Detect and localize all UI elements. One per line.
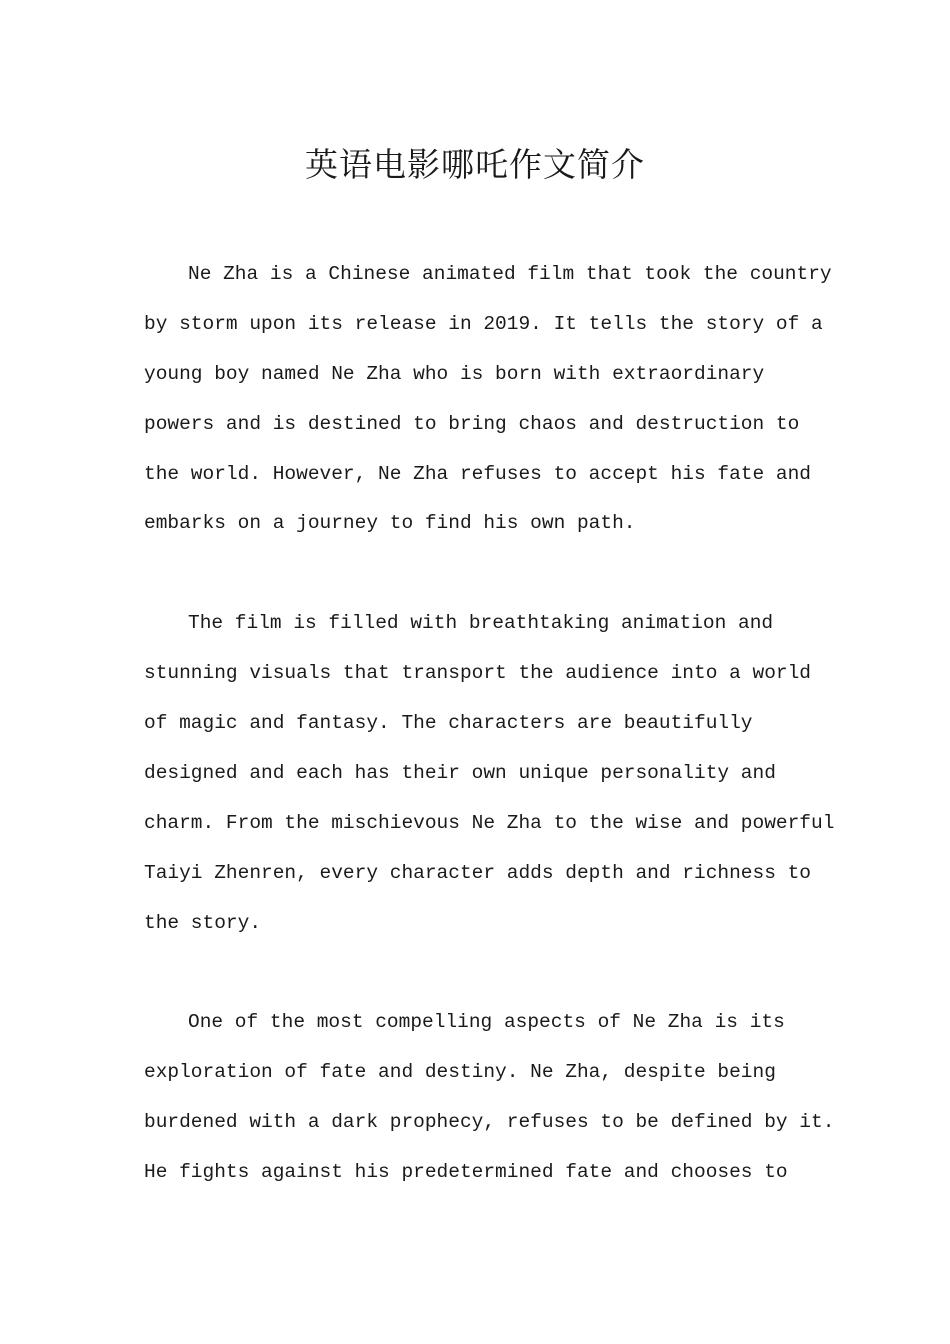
paragraph-3 [144, 998, 835, 1198]
text-line: Ne Zha is a Chinese animated film that took the country [188, 263, 832, 285]
paragraph-gap [144, 948, 824, 998]
text-line: Taiyi Zhenren, every character adds depth and richness to [144, 861, 812, 884]
text-line: powers and is destined to bring chaos and destruction to [144, 412, 800, 435]
text-line: burdened with a dark prophecy, refuses to be defined by it. [144, 1111, 835, 1134]
text-line: stunning visuals that transport the audience into a world [144, 662, 812, 685]
text-line: charm. From the mischievous Ne Zha to the wise and powerful [144, 811, 835, 834]
text-line: He fights against his predetermined fate and chooses to [144, 1161, 788, 1184]
paragraph-gap [144, 549, 824, 599]
text-line: by storm upon its release in 2019. It tells the story of a [144, 312, 823, 335]
text-line: designed and each has their own unique personality and [144, 761, 776, 784]
text-line: young boy named Ne Zha who is born with extraordinary [144, 362, 765, 385]
text-line: of magic and fantasy. The characters are beautifully [144, 712, 753, 735]
paragraph-2 [144, 599, 835, 948]
text-line: The film is filled with breathtaking animation and [188, 612, 774, 635]
text-line: embarks on a journey to find his own path. [144, 512, 636, 535]
text-line: exploration of fate and destiny. Ne Zha, despite being [144, 1061, 776, 1084]
text-line: the story. [144, 911, 262, 934]
document-title: 英语电影哪吒作文简介 [305, 145, 645, 184]
text-line: the world. However, Ne Zha refuses to accept his fate and [144, 462, 812, 485]
text-line: One of the most compelling aspects of Ne Zha is its [188, 1011, 785, 1034]
paragraph-1 [144, 250, 832, 549]
document-body [144, 250, 835, 1198]
